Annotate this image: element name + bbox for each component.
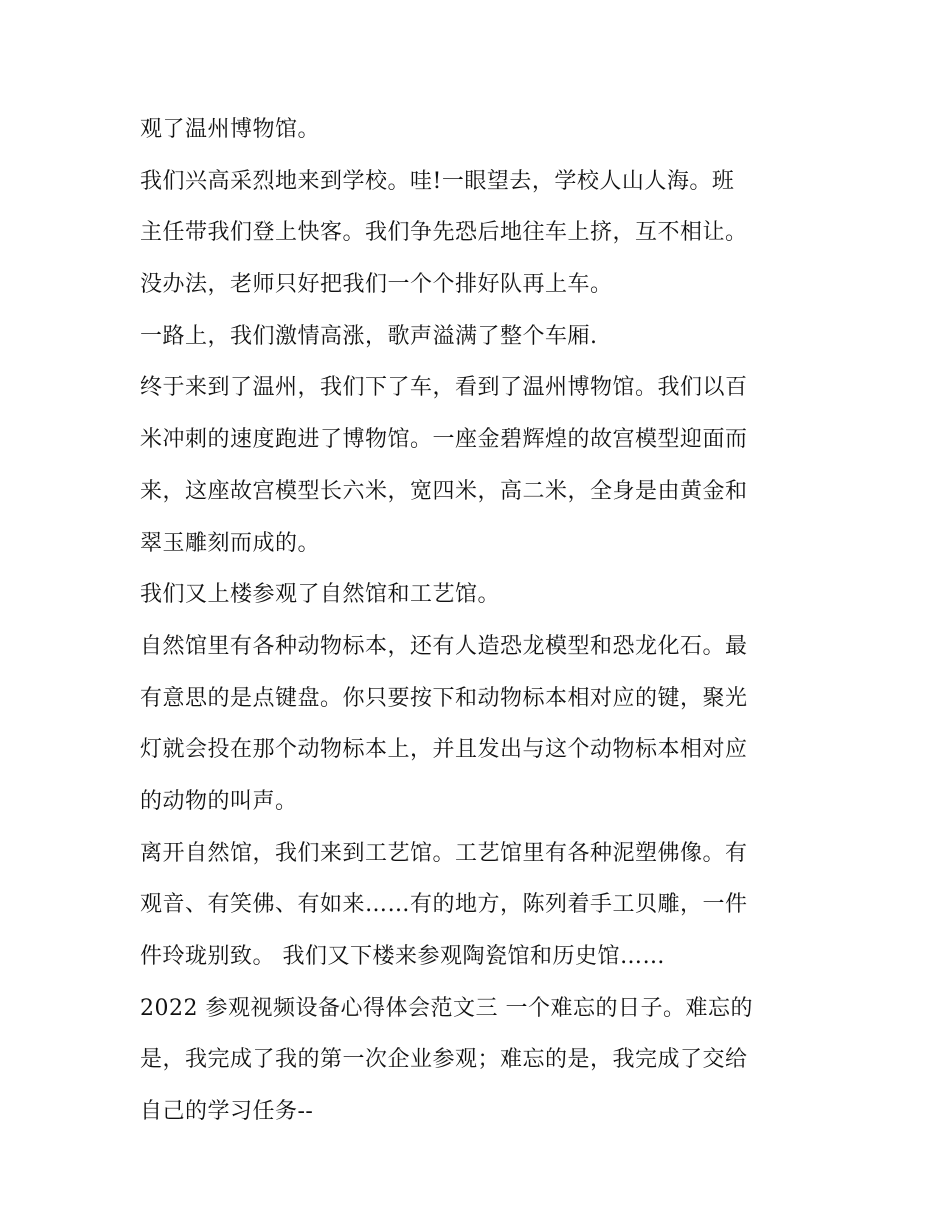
text-line: 自己的学习任务--: [140, 1099, 314, 1125]
text-line: 我们兴高采烈地来到学校。哇!一眼望去，学校人山人海。班: [140, 168, 735, 194]
text-line: 件玲珑别致。 我们又下楼来参观陶瓷馆和历史馆……: [140, 944, 665, 969]
text-line: 主任带我们登上快客。我们争先恐后地往车上挤，互不相让。: [140, 220, 748, 246]
text-line: 观音、有笑佛、有如来……有的地方，陈列着手工贝雕，一件: [140, 892, 748, 918]
text-line: 米冲刺的速度跑进了博物馆。一座金碧辉煌的故宫模型迎面而: [140, 427, 748, 453]
text-line: 灯就会投在那个动物标本上，并且发出与这个动物标本相对应: [140, 737, 748, 763]
text-line: 2022 参观视频设备心得体会范文三 一个难忘的日子。难忘的: [140, 995, 753, 1021]
text-line: 我们又上楼参观了自然馆和工艺馆。: [140, 582, 501, 608]
text-line: 没办法，老师只好把我们一个个排好队再上车。: [140, 272, 613, 298]
text-line: 的动物的叫声。: [140, 788, 298, 814]
text-line: 有意思的是点键盘。你只要按下和动物标本相对应的键，聚光: [140, 685, 748, 711]
text-line: 来，这座故宫模型长六米，宽四米，高二米，全身是由黄金和: [140, 478, 748, 504]
document-body: [140, 104, 820, 1138]
text-line: 终于来到了温州，我们下了车，看到了温州博物馆。我们以百: [140, 375, 748, 401]
text-line: 离开自然馆，我们来到工艺馆。工艺馆里有各种泥塑佛像。有: [140, 840, 748, 866]
text-line: 自然馆里有各种动物标本，还有人造恐龙模型和恐龙化石。最: [140, 633, 748, 659]
text-line: 观了温州博物馆。: [140, 117, 321, 142]
text-line: 一路上，我们激情高涨，歌声溢满了整个车厢.: [140, 323, 598, 349]
text-line: 是，我完成了我的第一次企业参观；难忘的是，我完成了交给: [140, 1047, 748, 1073]
text-line: 翠玉雕刻而成的。: [140, 530, 321, 556]
